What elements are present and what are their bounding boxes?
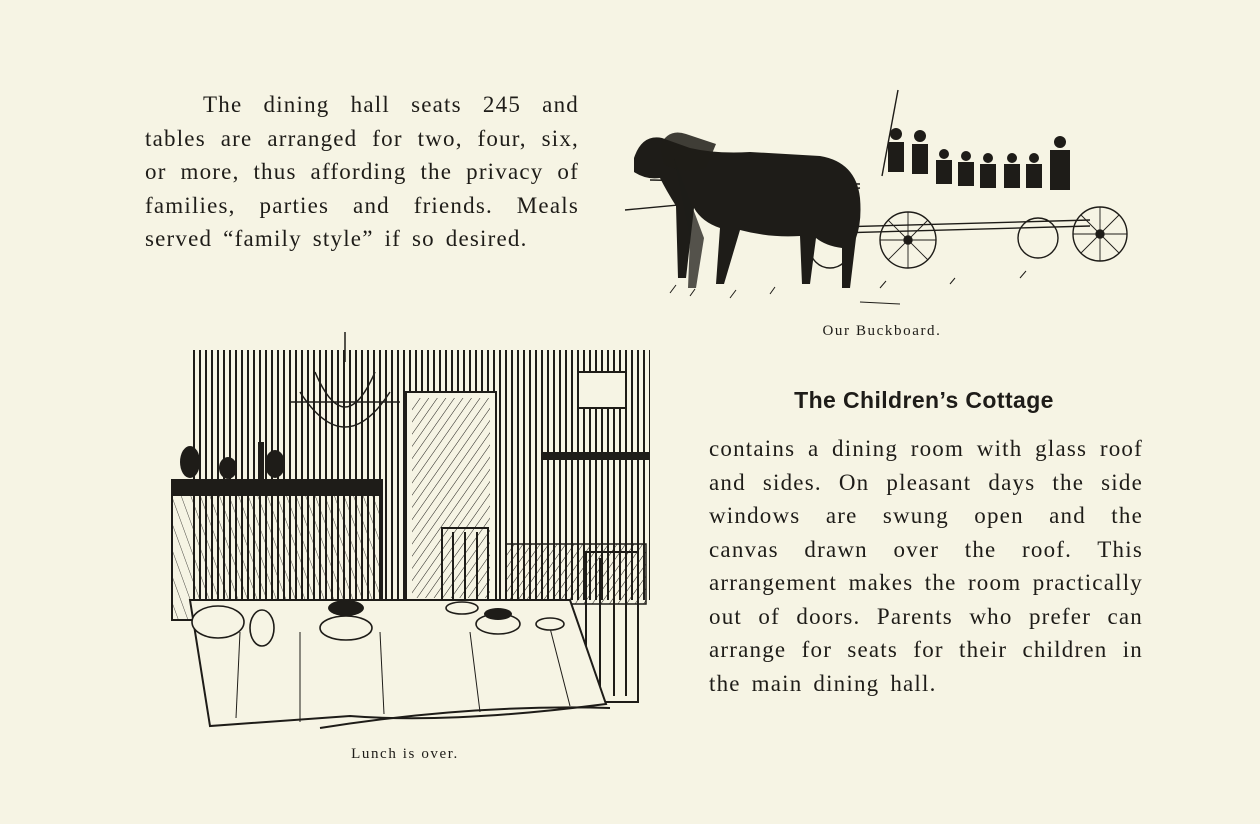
childrens-cottage-heading: The Children’s Cottage: [794, 387, 1054, 413]
buckboard-drawing: [620, 88, 1132, 318]
dining-room-drawing: [150, 332, 654, 744]
dining-room-illustration: [150, 332, 654, 744]
dining-room-caption: Lunch is over.: [351, 746, 459, 762]
childrens-cottage-paragraph: contains a dining room with glass roof and sides. On pleasant days the side windows are swung open and the canvas drawn over the roof. This arrangement makes the room practically out of doors. Parents who prefer can arrange for seats for their children in the main dining hall.: [709, 436, 1143, 696]
buckboard-illustration: [620, 88, 1132, 318]
dining-hall-paragraph: [145, 88, 579, 256]
buckboard-caption: Our Buckboard.: [822, 323, 942, 339]
dining-hall-text: The dining hall seats 245 and tables are arranged for two, four, six, or more, thus affording the privacy of families, parties and friends. Meals served “family style” if so desired.: [145, 92, 579, 251]
